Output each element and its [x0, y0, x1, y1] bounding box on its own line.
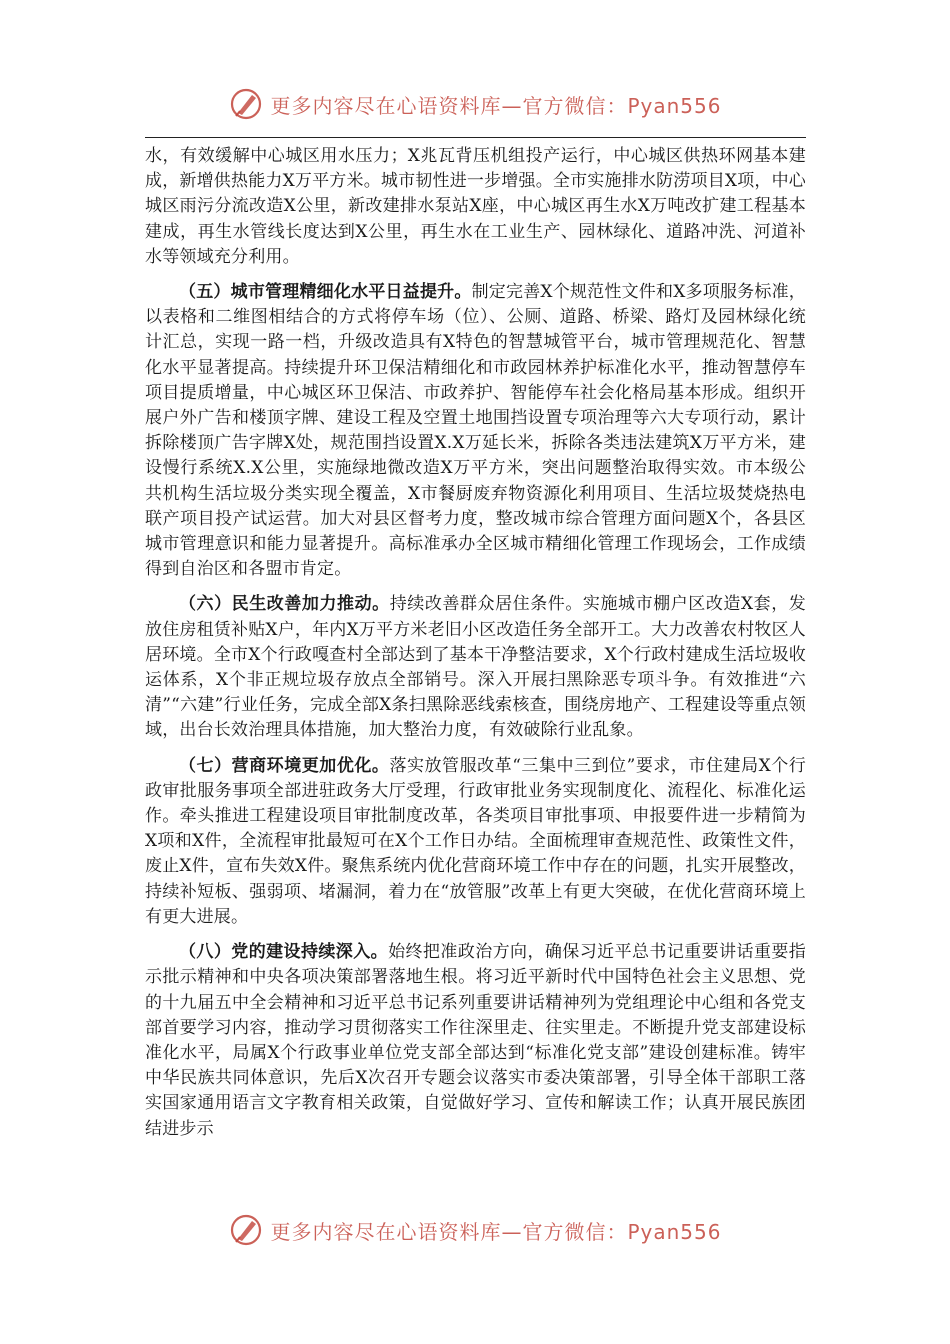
paragraph-body: 制定完善X个规范性文件和X多项服务标准，以表格和二维图相结合的方式将停车场（位）、公厕、道路、桥梁、路灯及园林绿化统计汇总，实现一路一档，升级改造具有X特色的智慧城管平台，城市管理规范化、智慧化水平显著提高。持续提升环卫保洁精细化和市政园林养护标准化水平，推动智慧停车项目提质增量，中心城区环卫保洁、市政养护、智能停车社会化格局基本形成。组织开展户外广告和楼顶字牌、建设工程及空置土地围挡设置专项治理等六大专项行动，累计拆除楼顶广告字牌X处，规范围挡设置X.X万延长米，拆除各类违法建筑X万平方米，建设慢行系统X.X公里，实施绿地微改造X万平方米，突出问题整治取得实效。市本级公共机构生活垃圾分类实现全覆盖，X市餐厨废弃物资源化利用项目、生活垃圾焚烧热电联产项目投产试运营。加大对县区督考力度，整改城市综合管理方面问题X个，各县区城市管理意识和能力显著提升。高标准承办全区城市精细化管理工作现场会，工作成绩得到自治区和各盟市肯定。 — [145, 282, 806, 580]
header-divider — [145, 137, 806, 138]
paragraph-body: 持续改善群众居住条件。实施城市棚户区改造X套，发放住房租赁补贴X户，年内X万平方米老旧小区改造任务全部开工。大力改善农村牧区人居环境。全市X个行政嘎查村全部达到了基本干净整洁要求，X个行政村建成生活垃圾收运体系，X个非正规垃圾存放点全部销号。深入开展扫黑除恶专项斗争。有效推进“六清”“六建”行业任务，完成全部X条扫黑除恶线索核查，围绕房地产、工程建设等重点领域，出台长效治理具体措施，加大整治力度，有效破除行业乱象。 — [145, 594, 807, 741]
paragraph-body: 水，有效缓解中心城区用水压力；X兆瓦背压机组投产运行，中心城区供热环网基本建成，新增供热能力X万平方米。城市韧性进一步增强。全市实施排水防涝项目X项，中心城区雨污分流改造X公里，新改建排水泵站X座，中心城区再生水X万吨改扩建工程基本建成，再生水管线长度达到X公里，再生水在工业生产、园林绿化、道路冲洗、河道补水等领域充分利用。 — [145, 146, 807, 267]
section-heading: （八）党的建设持续深入。 — [179, 942, 389, 963]
header-banner — [0, 84, 950, 124]
paragraph-section-8 — [145, 940, 806, 1142]
footer-banner — [0, 1210, 950, 1250]
pen-logo-icon — [228, 1212, 264, 1248]
section-heading: （六）民生改善加力推动。 — [179, 594, 390, 615]
section-heading: （五）城市管理精细化水平日益提升。 — [179, 282, 472, 303]
pen-logo-icon — [228, 86, 264, 122]
paragraph-section-5 — [145, 280, 806, 582]
paragraph-continuation — [145, 144, 806, 270]
footer-banner-text: 更多内容尽在心语资料库—官方微信：Pyan556 — [270, 1219, 722, 1244]
header-banner-text: 更多内容尽在心语资料库—官方微信：Pyan556 — [270, 93, 722, 118]
paragraph-body: 落实放管服改革“三集中三到位”要求，市住建局X个行政审批服务事项全部进驻政务大厅受理，行政审批业务实现制度化、流程化、标准化运作。牵头推进工程建设项目审批制度改革，各类项目审批事项、申报要件进一步精简为X项和X件，全流程审批最短可在X个工作日办结。全面梳理审查规范性、政策性文件，废止X件，宣布失效X件。聚焦系统内优化营商环境工作中存在的问题，扎实开展整改，持续补短板、强弱项、堵漏洞，着力在“放管服”改革上有更大突破，在优化营商环境上有更大进展。 — [145, 755, 807, 927]
paragraph-body: 始终把准政治方向，确保习近平总书记重要讲话重要指示批示精神和中央各项决策部署落地生根。将习近平新时代中国特色社会主义思想、党的十九届五中全会精神和习近平总书记系列重要讲话精神列为党组理论中心组和各党支部首要学习内容，推动学习贯彻落实工作往深里走、往实里走。不断提升党支部建设标准化水平，局属X个行政事业单位党支部全部达到“标准化党支部”建设创建标准。铸牢中华民族共同体意识，先后X次召开专题会议落实市委决策部署，引导全体干部职工落实国家通用语言文字教育相关政策，自觉做好学习、宣传和解读工作；认真开展民族团结进步示 — [145, 942, 806, 1139]
paragraph-section-7 — [145, 754, 806, 930]
document-body — [145, 144, 806, 1152]
paragraph-section-6 — [145, 592, 806, 743]
section-heading: （七）营商环境更加优化。 — [179, 755, 390, 776]
